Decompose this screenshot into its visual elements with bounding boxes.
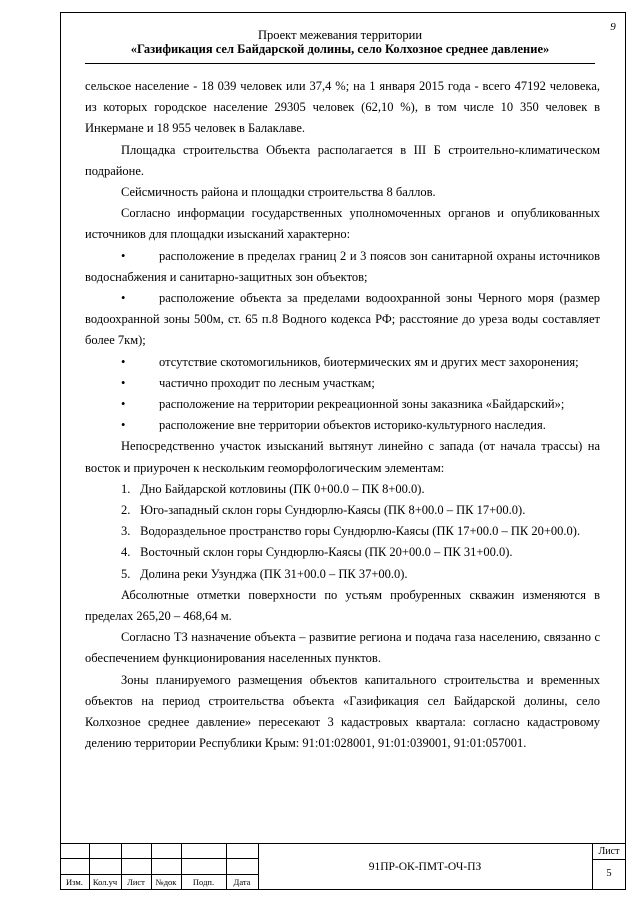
bullet-item	[85, 288, 600, 352]
paragraph: Согласно ТЗ назначение объекта – развитие региона и подача газа населению, связанно с обеспечением функционирования населенных пунктов.	[85, 630, 600, 666]
page-number: 9	[610, 21, 616, 33]
paragraph: Согласно информации государственных уполномоченных органов и опубликованных источников для площадки изысканий характерно:	[85, 206, 600, 242]
numbered-item	[85, 542, 600, 563]
bullet-item	[85, 415, 600, 436]
item-text: Дно Байдарской котловины (ПК 0+00.0 – ПК 8+00.0).	[140, 481, 425, 496]
tb-col-label: Лист	[127, 877, 145, 887]
bullet-mark: •	[121, 397, 126, 412]
bullet-mark: •	[121, 418, 126, 433]
body-text	[85, 76, 600, 755]
item-number: 4.	[121, 545, 131, 560]
paragraph: Непосредственно участок изысканий вытянут линейно с запада (от начала трассы) на восток и приурочен к нескольким геоморфологическим элементам:	[85, 439, 600, 475]
item-number: 1.	[121, 481, 131, 496]
header-line-2: «Газификация сел Байдарской долины, село Колхозное среднее давление»	[130, 42, 550, 56]
numbered-item	[85, 500, 600, 521]
tb-border	[60, 843, 626, 844]
item-text: Восточный склон горы Сундюрлю-Каясы (ПК 20+00.0 – ПК 31+00.0).	[140, 545, 513, 560]
bullet-mark: •	[121, 248, 126, 263]
item-number: 2.	[121, 503, 131, 518]
bullet-mark: •	[121, 375, 126, 390]
numbered-item	[85, 564, 600, 585]
paragraph: Площадка строительства Объекта располагается в III Б строительно-климатическом подрайоне.	[85, 142, 600, 178]
bullet-item	[85, 246, 600, 288]
paragraph: Сейсмичность района и площадки строительства 8 баллов.	[121, 185, 436, 200]
bullet-text: отсутствие скотомогильников, биотермических ям и других мест захоронения;	[159, 354, 579, 369]
header-rule	[85, 63, 595, 64]
bullet-text: расположение в пределах границ 2 и 3 поясов зон санитарной охраны источников водоснабжения и санитарно-защитных зон объектов;	[85, 248, 600, 284]
tb-row-line	[592, 859, 626, 860]
numbered-item	[85, 479, 600, 500]
tb-col-label: Кол.уч	[92, 877, 118, 887]
bullet-text: частично проходит по лесным участкам;	[159, 375, 375, 390]
bullet-item	[85, 394, 600, 415]
item-text: Долина реки Узунджа (ПК 31+00.0 – ПК 37+00.0).	[140, 566, 408, 581]
document-code: 91ПР-ОК-ПМТ-ОЧ-ПЗ	[368, 861, 482, 873]
tb-col-label: №док	[155, 877, 177, 887]
sheet-number: 5	[606, 868, 612, 879]
bullet-mark: •	[121, 291, 126, 306]
numbered-item	[85, 521, 600, 542]
bullet-item	[85, 373, 600, 394]
item-text: Юго-западный склон горы Сундюрлю-Каясы (ПК 8+00.0 – ПК 17+00.0).	[140, 503, 526, 518]
bullet-item	[85, 352, 600, 373]
paragraph: сельское население - 18 039 человек или 37,4 %; на 1 января 2015 года - всего 47192 человека, из которых городское население 29305 человек (62,10 %), в том числе 10 350 человек в Инкермане и 18 955 человек в Балаклаве.	[85, 79, 600, 136]
bullet-text: расположение на территории рекреационной зоны заказника «Байдарский»;	[159, 397, 565, 412]
bullet-text: расположение вне территории объектов историко-культурного наследия.	[159, 418, 546, 433]
tb-col-label: Подп.	[192, 877, 215, 887]
title-block	[60, 843, 626, 890]
item-number: 5.	[121, 566, 131, 581]
header-line-1: Проект межевания территории	[257, 28, 423, 42]
paragraph: Абсолютные отметки поверхности по устьям пробуренных скважин изменяются в пределах 265,20 – 468,64 м.	[85, 587, 600, 624]
item-text: Водораздельное пространство горы Сундюрлю-Каясы (ПК 17+00.0 – ПК 20+00.0).	[140, 524, 581, 539]
bullet-text: расположение объекта за пределами водоохранной зоны Черного моря (размер водоохранной зоны 500м, ст. 65 п.8 Водного кодекса РФ; расстояние до уреза воды составляет более 7км);	[85, 291, 600, 348]
item-number: 3.	[121, 524, 131, 539]
bullet-mark: •	[121, 354, 126, 369]
paragraph: Зоны планируемого размещения объектов капитального строительства и временных объектов на период строительства объекта «Газификация сел Байдарской долины, село Колхозное среднее давление» пересекают 3 кадастровых квартала: согласно кадастровому делению территории Республики Крым: 91:01:028001, 91:01:039001, 91:01:057001.	[85, 672, 600, 751]
sheet-label: Лист	[598, 846, 620, 857]
tb-col-label: Изм.	[66, 877, 83, 887]
tb-col-label: Дата	[233, 877, 251, 887]
